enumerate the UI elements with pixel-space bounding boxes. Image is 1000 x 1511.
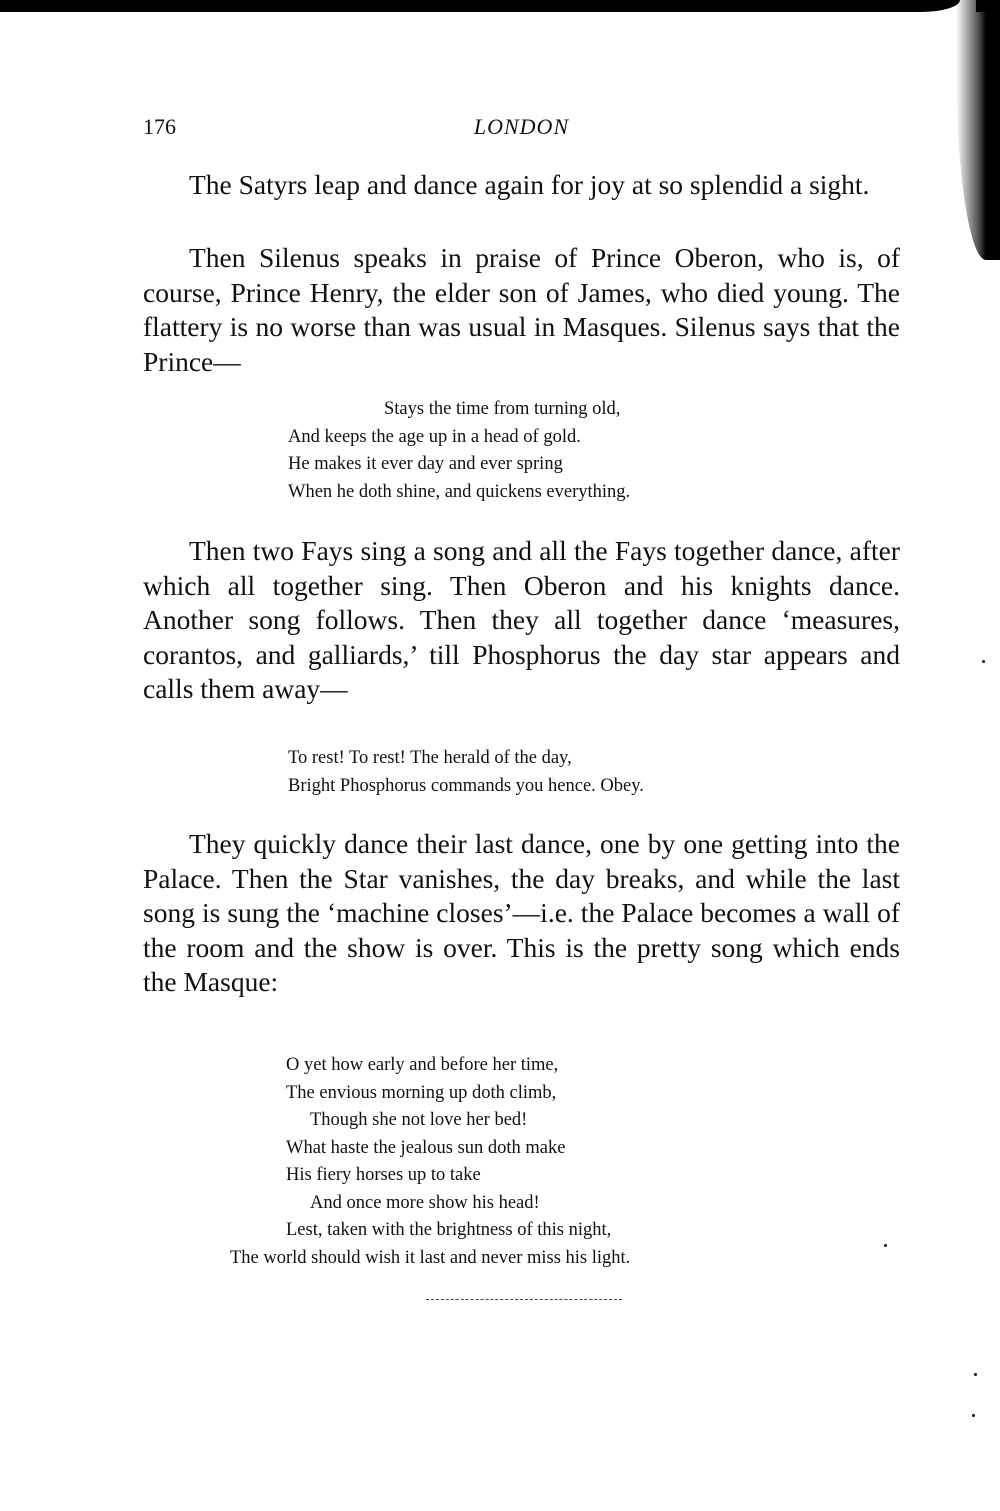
verse-line: And once more show his head!	[310, 1192, 540, 1213]
paragraph-text: They quickly dance their last dance, one by one getting into the Palace. Then the Star vanishes, the day breaks, and while the last song is sung the ‘machine closes’—i.e. the Palace becomes a wall of the room and the show is over. This is the pretty song which ends the Masque:	[143, 828, 900, 997]
verse-line: What haste the jealous sun doth make	[286, 1137, 566, 1158]
scan-speck	[982, 660, 985, 663]
verse-line: Bright Phosphorus commands you hence. Obey.	[288, 775, 644, 796]
verse-line: Stays the time from turning old,	[384, 399, 621, 419]
end-ornament-rule	[426, 1299, 622, 1300]
verse-line: Lest, taken with the brightness of this night,	[286, 1220, 612, 1240]
paragraph-fays	[143, 534, 900, 707]
verse-phosphorus	[288, 745, 644, 800]
paragraph-text: The Satyrs leap and dance again for joy at so splendid a sight.	[189, 169, 870, 200]
verse-line: His fiery horses up to take	[286, 1165, 481, 1185]
verse-line: To rest! To rest! The herald of the day,	[288, 748, 572, 768]
verse-line: He makes it ever day and ever spring	[288, 454, 563, 474]
verse-line: When he doth shine, and quickens everything.	[288, 481, 631, 502]
verse-prince	[288, 396, 630, 506]
verse-final-song	[230, 1052, 630, 1272]
paragraph-last-dance	[143, 827, 900, 1000]
paragraph-text: Then two Fays sing a song and all the Fays together dance, after which all together sing. Then Oberon and his knights dance. Another song follows. Then they all together dance ‘measures, corantos, and galliards,’ till Phosphorus the day star appears and calls them away—	[143, 535, 900, 704]
scan-speck	[972, 1414, 975, 1417]
paragraph-silenus	[143, 241, 900, 379]
top-edge-shadow	[0, 0, 960, 12]
page-header	[143, 114, 900, 144]
running-title: LONDON	[473, 114, 570, 139]
scan-speck	[884, 1244, 887, 1247]
page-edge-shadow	[956, 0, 1000, 260]
verse-line: The envious morning up doth climb,	[286, 1082, 557, 1103]
verse-line: And keeps the age up in a head of gold.	[288, 426, 581, 447]
paragraph-text: Then Silenus speaks in praise of Prince Oberon, who is, of course, Prince Henry, the elder son of James, who died young. The flattery is no worse than was usual in Masques. Silenus says that the Prince—	[143, 242, 900, 377]
verse-line: Though she not love her bed!	[310, 1110, 528, 1130]
paragraph-satyrs	[143, 168, 900, 203]
page-corner-shadow	[976, 0, 1000, 12]
page-number: 176	[143, 114, 176, 139]
verse-line: The world should wish it last and never miss his light.	[230, 1247, 631, 1268]
verse-line: O yet how early and before her time,	[286, 1055, 559, 1075]
scan-speck	[974, 1373, 977, 1376]
